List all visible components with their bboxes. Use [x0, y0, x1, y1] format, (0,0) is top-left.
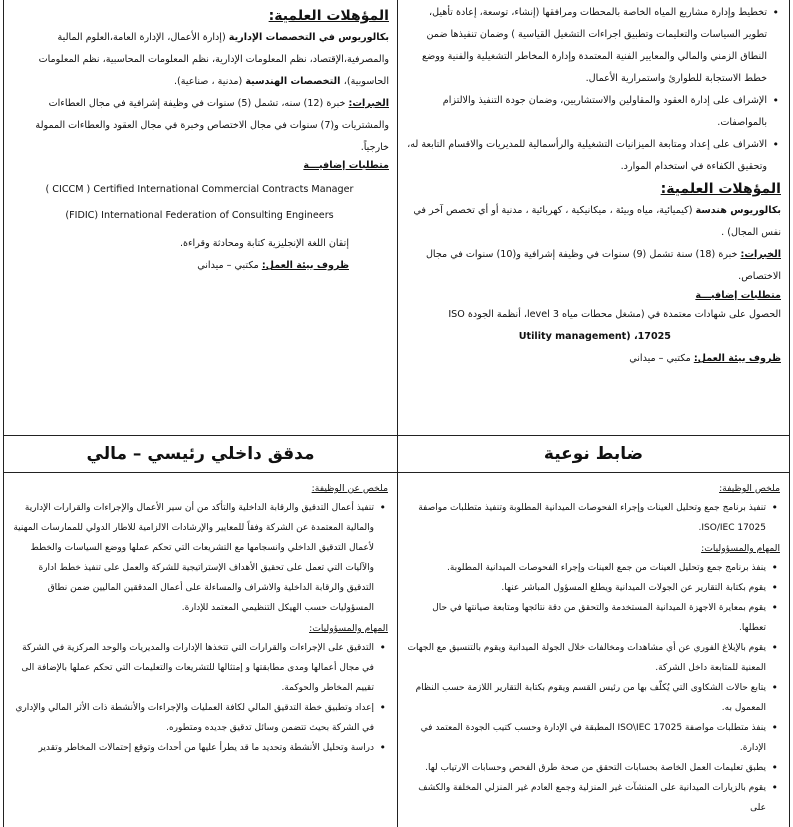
tl-env-label: ظروف بيئة العمل:: [261, 260, 349, 271]
list-item: • يقوم بكتابة التقارير عن الجولات الميدانية ويطلع المسؤول المباشر عنها.: [406, 578, 766, 598]
tl-degree-bold: بكالوريوس في التخصصات الإدارية: [228, 32, 389, 43]
tr-experience-label: الخبرات:: [740, 249, 781, 260]
bl-summary-label: ملخص عن الوظيفة:: [311, 483, 388, 494]
tr-experience-text: [404, 244, 781, 288]
tr-extra-requirements-text: الحصول على شهادات معتمدة في (مشغل محطات مياه 3 level، أنظمة الجودة ISO: [448, 309, 781, 320]
tl-experience-value: خبرة (12) سنه، تشمل (5) سنوات في وظيفة إشرافية في مجال العطاءات والمشتريات و(7) سنوات في مجال الاختصاص وخبرة في مجال العقود والعطاءات الممولة خارجياً.: [35, 98, 389, 153]
tl-certification-2: (FIDIC) International Federation of Consulting Engineers: [65, 210, 334, 221]
br-duties-label: المهام والمسؤوليات:: [701, 543, 780, 554]
tl-experience-text: [10, 93, 389, 159]
tl-work-environment: [10, 255, 389, 277]
bl-duties-label: المهام والمسؤوليات:: [309, 623, 388, 634]
br-job-body: [398, 473, 789, 818]
tr-env-value: مكتبي – ميداني: [629, 353, 694, 364]
tr-experience-value: خبرة (18) سنة تشمل (9) سنوات في وظيفة إشرافية و(10) سنوات في مجال الاختصاص.: [425, 249, 781, 282]
list-item: • ينفذ برنامج جمع وتحليل العينات من جمع العينات وإجراء الفحوصات الميدانية المطلوبة.: [406, 558, 766, 578]
tl-experience-label: الخبرات:: [348, 98, 389, 109]
bl-job-body: [4, 473, 397, 758]
br-summary-list: [406, 498, 780, 538]
tr-qualifications-heading: المؤهلات العلمية:: [660, 181, 781, 197]
list-item: • يقوم بالإبلاغ الفوري عن أي مشاهدات ومخالفات خلال الجولة الميدانية ويقوم بالتنسيق مع الجهات المعنية للمتابعة داخل الشركة.: [406, 638, 766, 678]
tl-extra-requirements-label: متطلبات إضافيـــة: [303, 160, 389, 171]
top-right-cell: [397, 0, 790, 436]
br-summary-label: ملخص الوظيفة:: [719, 483, 780, 494]
list-item: • يقوم بالزيارات الميدانية على المنشآت غير المنزلية وجمع العادم غير المنزلي المخلفة والكشف على: [406, 778, 766, 818]
tl-degree-text: [10, 27, 389, 93]
tr-work-environment: [404, 348, 781, 370]
list-item: • يتابع حالات الشكاوى التي يُكلّف بها من رئيس القسم ويقوم بكتابة التقارير اللازمة حسب النظام المعمول به.: [406, 678, 766, 718]
list-item: • الاشراف على إعداد ومتابعة الميزانيات التشغيلية والرأسمالية للمديريات والاقسام التابعة له، وتحقيق الكفاءة في استخدام الموارد.: [404, 134, 767, 178]
list-item: • يطبق تعليمات العمل الخاصة بحسابات التحقق من صحة طرق الفحص وحسابات الارتياب لها.: [406, 758, 766, 778]
tl-degree-rest: (إدارة الأعمال، الإدارة العامة،العلوم المالية والمصرفية،الإقتصاد، نظم المعلومات الإدارية، نظم المعلومات المحاسبية، نظم المعلومات الحاسوبية)،: [38, 32, 389, 87]
tl-engineering-bold: التخصصات الهندسية: [245, 76, 344, 87]
list-item: • ينفذ متطلبات مواصفة ISO\IEC 17025 المطبقة في الإدارة وحسب كتيب الجودة المعتمد في الإدارة.: [406, 718, 766, 758]
bl-job-title: مدقق داخلي رئيسي – مالي: [4, 436, 397, 473]
list-item: • تخطيط وإدارة مشاريع المياه الخاصة بالمحطات ومرافقها (إنشاء، توسعة، إعادة تأهيل، تطوير السياسات والتعليمات وتطبيق اجراءات التشغيل القياسية ) وضمان تنفيذها ضمن النطاق الزمني والمالي والمعايير الفنية المعتمدة وإدارة المخاطر التشغيلية والفنية ووضع خطط الاستجابة للطوارئ واستمرارية الأعمال.: [404, 2, 767, 90]
tl-engineering-rest: (مدنية ، صناعية).: [173, 76, 246, 87]
list-item: • تنفيذ أعمال التدقيق والرقابة الداخلية والتأكد من أن سير الأعمال والإجراءات والقرارات الإدارية والمالية المعتمدة عن الشركة وفقاً للمعايير والإرشادات الالزامية للاطار الدولي للممارسات المهنية لأعمال التدقيق الداخلي وانسجامها مع التشريعات التي تحكم عملها ووضع السياسات والخطط والآليات التي تعمل على تحقيق الأهداف الإستراتيجية للشركة والعمل على تنفيذ خطط ادارة التدقيق والرقابة الداخلية والاشراف والمساءلة على أعمال المدققين الماليين ضمن نطاق المسؤوليات حسب الهيكل التنظيمي المعتمد للإدارة.: [12, 498, 374, 618]
list-item: • التدقيق على الإجراءات والقرارات التي تتخذها الإدارات والمديريات والوحد المركزية في الشركة في مجال أعمالها ومدى مطابقتها و إمتثالها للتشريعات والتعليمات التي تحكم عملها بالإضافة الى تقييم المخاطر والحوكمة.: [12, 638, 374, 698]
list-item: • تنفيذ برنامج جمع وتحليل العينات وإجراء الفحوصات الميدانية المطلوبة وتنفيذ متطلبات مواصفة ISO/IEC 17025.: [406, 498, 766, 538]
list-item: • إعداد وتطبيق خطة التدقيق المالي لكافة العمليات والإجراءات والأنشطة ذات الأثر المالي والإداري في الشركة بحيث تتضمن وسائل تدقيق جديده ومتطوره.: [12, 698, 374, 738]
tl-certification-1: ( CICCM ) Certified International Commercial Contracts Manager: [45, 184, 354, 195]
tr-env-label: ظروف بيئة العمل:: [693, 353, 781, 364]
bl-summary-list: [12, 498, 388, 618]
tl-env-value: مكتبي – ميداني: [197, 260, 262, 271]
tr-degree-bold: بكالوريوس هندسة: [695, 205, 781, 216]
list-item: • الإشراف على إدارة العقود والمقاولين والاستشاريين، وضمان جودة التنفيذ والالتزام بالمواصفات.: [404, 90, 767, 134]
tr-duties-list: [404, 2, 781, 178]
br-duties-list: [406, 558, 780, 818]
bl-duties-list: [12, 638, 388, 758]
list-item: • دراسة وتحليل الأنشطة وتحديد ما قد يطرأ عليها من أحداث وتوقع إحتمالات المخاطر وتقدير: [12, 738, 374, 758]
tr-degree-rest: (كيميائية، مياه وبيئة ، ميكانيكية ، كهربائية ، مدنية أو أي تخصص آخر في نفس المجال) .: [413, 205, 781, 238]
tr-extra-requirements-label: متطلبات إضافيـــة: [695, 290, 781, 301]
br-job-title: ضابط نوعية: [398, 436, 789, 473]
tl-qualifications-heading: المؤهلات العلمية:: [268, 8, 389, 24]
bottom-left-cell: [3, 436, 397, 827]
bottom-right-cell: [397, 436, 790, 827]
tr-degree-text: [404, 200, 781, 244]
tr-extra-requirements-text-2: Utility management) ،17025: [518, 331, 671, 342]
tl-english-requirement: إتقان اللغة الإنجليزية كتابة ومحادثة وقراءة.: [179, 238, 349, 249]
top-left-cell: [3, 0, 397, 436]
list-item: • يقوم بمعايرة الاجهزة الميدانية المستخدمة والتحقق من دقة نتائجها ومتابعة صيانتها في حال تعطلها.: [406, 598, 766, 638]
